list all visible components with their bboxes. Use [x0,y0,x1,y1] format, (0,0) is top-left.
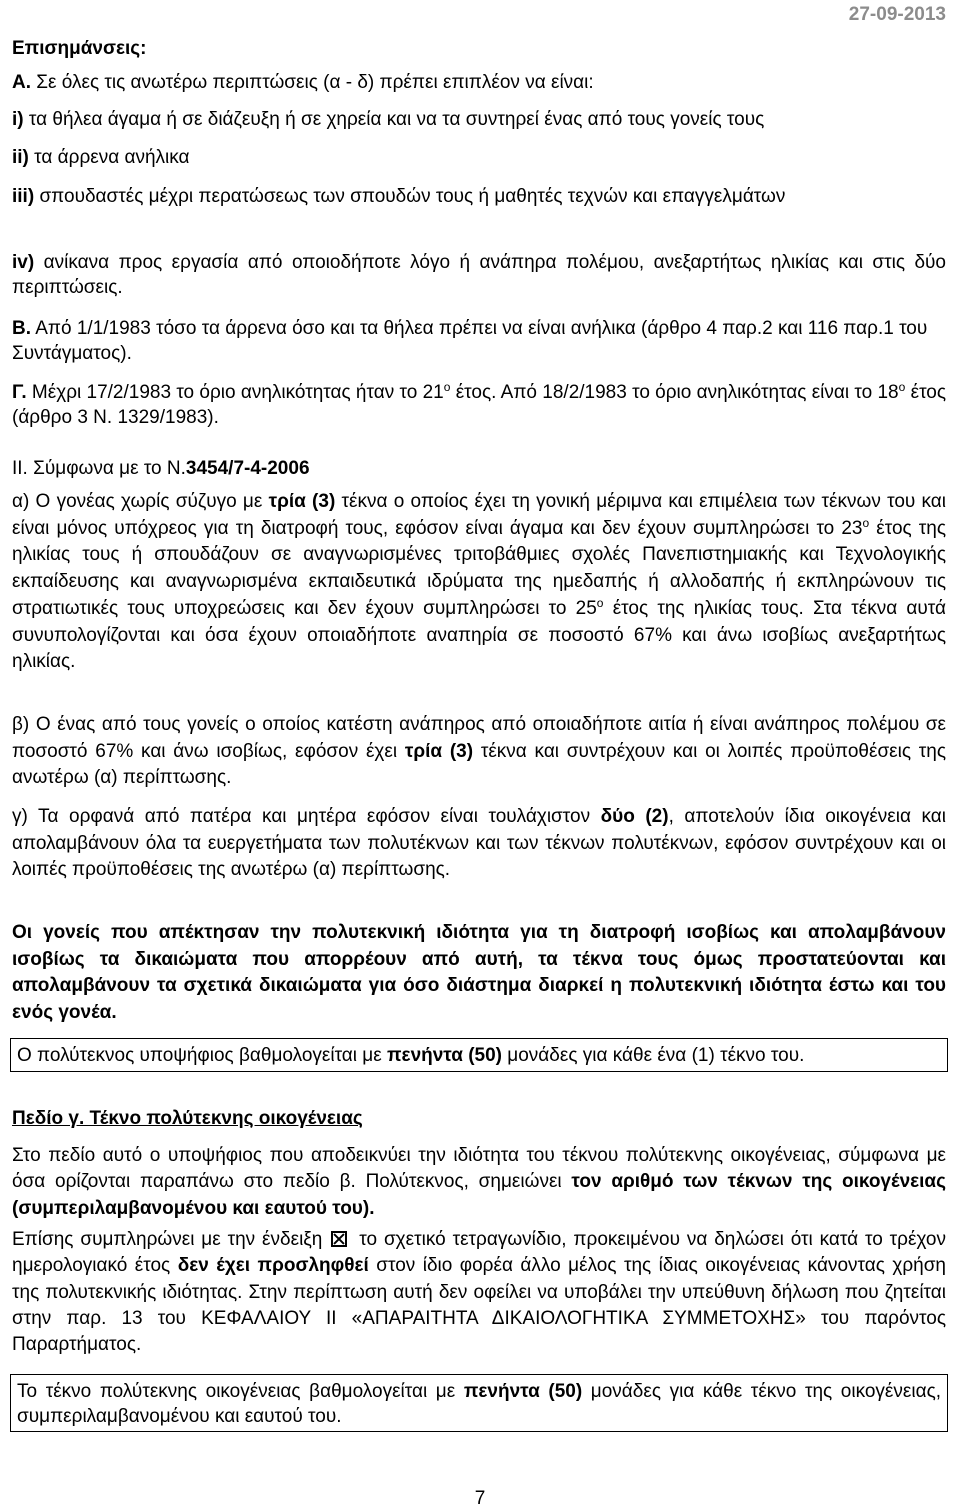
scoring-box-child [10,1374,948,1432]
scoring-box-child-text-2: μονάδες για κάθε τέκνο της οικογένειας, συμπεριλαμβανομένου και εαυτού του. [17,1381,941,1427]
ordinal-sup: ο [898,380,906,394]
ordinal-sup: ο [862,515,870,530]
ordinal-sup: ο [443,380,451,394]
parents-note: Οι γονείς που απέκτησαν την πολυτεκνική ιδιότητα για τη διατροφή ισοβίως και απολαμβάνουν ισοβίως τα δικαιώματα που απορρέουν από αυτή, τα τέκνα τους όμως προστατεύονται και απολαμβάνουν τα σχετικά δικαιώματα για όσο διάστημα διαρκεί η πολυτεκνική ιδιότητα έστω και του ενός γονέα. [12,922,946,1024]
law-case-b-text-2: τέκνα και συντρέχουν και οι λοιπές προϋποθέσεις της ανωτέρω (α) περίπτωσης. [12,740,947,789]
scoring-box-child-text-1: Το τέκνο πολύτεκνης οικογένειας βαθμολογείται με [17,1381,456,1402]
note-g-text-1: Μέχρι 17/2/1983 το όριο ανηλικότητας ήταν το 21 [31,382,444,403]
law-case-c-bold: δύο (2) [600,806,669,827]
note-i [12,107,946,132]
scoring-box-parent-text-2: μονάδες για κάθε ένα (1) τέκνο του. [507,1045,805,1066]
law-case-c [12,804,946,884]
law-case-c-text-2: , αποτελούν ίδια οικογένεια και απολαμβάνουν όλα τα ευεργετήματα των πολυτέκνων και των τέκνων πολυτέκνων, εφόσον συντρέχουν και οι λοιπές προϋποθέσεις της ανωτέρω (α) περίπτωσης. [12,806,946,881]
note-iv-label: iv) [12,252,35,273]
note-iv-text: ανίκανα προς εργασία από οποιοδήποτε λόγο ή ανάπηρα πολέμου, ανεξαρτήτως ηλικίας και στις δύο περιπτώσεις. [12,252,946,298]
note-ii [12,145,946,170]
note-g-text-3: έτος (άρθρο 3 Ν. 1329/1983). [12,382,947,428]
law-reference [12,456,946,481]
law-case-a-text-1: α) Ο γονέας χωρίς σύζυγο με [12,491,263,512]
note-iii [12,184,946,209]
law-case-a-text-3: έτος της ηλικίας τους ή σπουδάζουν σε αναγνωρισμένες τριτοβάθμιες σχολές Πανεπιστημιακής και Τεχνολογικής εκπαίδευσης και αναγνωρισμένα εκπαιδευτικά ιδρύματα της ημεδαπής ή αλλοδαπής ή εκπληρώνουν τις στρατιωτικές τους υποχρεώσεις και δεν έχουν συμπληρώσει το 25 [12,517,946,619]
field-g-text-2b: το σχετικό τετραγωνίδιο, προκειμένου να δηλώσει ότι κατά το τρέχον ημερολογιακό έτος [12,1229,946,1277]
law-case-a-bold: τρία (3) [268,491,336,512]
note-iii-label: iii) [12,186,35,207]
law-case-a-text-4: έτος της ηλικίας τους. Στα τέκνα αυτά συνυπολογίζονται και όσα έχουν οποιαδήποτε αναπηρία σε ποσοστό 67% και άνω ισοβίως ανεξαρτήτως ηλικίας. [12,597,946,673]
field-g-text-1: Στο πεδίο αυτό ο υποψήφιος που αποδεικνύει την ιδιότητα του τέκνου πολύτεκνης οικογένειας, σύμφωνα με όσα ορίζονται παραπάνω στο πεδίο β. Πολύτεκνος, σημειώνει [12,1145,946,1193]
notes-title: Επισημάνσεις: [12,38,147,59]
law-reference-number: 3454/7-4-2006 [185,458,310,479]
page-number: 7 [474,1488,486,1509]
note-ii-text: τα άρρενα ανήλικα [34,147,190,168]
note-g-text-2: έτος. Από 18/2/1983 το όριο ανηλικότητας είναι το 18 [455,382,899,403]
note-g [12,380,946,430]
ordinal-sup: ο [596,595,604,610]
note-b-label: Β. [12,318,31,339]
field-g-paragraph-2 [12,1227,946,1358]
scoring-box-parent-text-1: Ο πολύτεκνος υποψήφιος βαθμολογείται με [17,1045,382,1066]
scoring-box-parent [10,1038,948,1072]
field-g-title: Πεδίο γ. Τέκνο πολύτεκνης οικογένειας [12,1108,363,1129]
note-a-label: Α. [12,72,31,93]
law-case-c-text-1: γ) Τα ορφανά από πατέρα και μητέρα εφόσον είναι τουλάχιστον [12,806,591,827]
note-a [12,70,946,95]
law-case-b-bold: τρία (3) [404,740,474,762]
field-g-text-2a: Επίσης συμπληρώνει με την ένδειξη [12,1229,323,1250]
field-g-bold-1: τον αριθμό των τέκνων της οικογένειας (συμπεριλαμβανομένου και εαυτού του). [12,1171,946,1219]
field-g-text-2c: στον ίδιο φορέα άλλο μέλος της ίδιας οικογένειας κάνοντας χρήση της πολυτεκνικής ιδιότητας. Στην περίπτωση αυτή δεν οφείλει να υποβάλει την υπεύθυνη δήλωση που ζητείται στην παρ. 13 του ΚΕΦΑΛΑΙΟΥ ΙΙ «ΑΠΑΡΑΙΤΗΤΑ ΔΙΚΑΙΟΛΟΓΗΤΙΚΑ ΣΥΜΜΕΤΟΧΗΣ» του παρόντος Παραρτήματος. [12,1255,946,1356]
law-case-b-text-1: β) Ο ένας από τους γονείς ο οποίος κατέστη ανάπηρος από οποιαδήποτε αιτία ή είναι ανάπηρος πολέμου σε ποσοστό 67% και άνω ισοβίως, εφόσον έχει [12,714,946,762]
field-g-paragraph-1 [12,1143,946,1222]
note-i-text: τα θήλεα άγαμα ή σε διάζευξη ή σε χηρεία και να τα συντηρεί ένας από τους γονείς τους [28,109,765,130]
law-case-b [12,712,946,792]
note-b [12,316,946,366]
note-ii-label: ii) [12,147,29,168]
checked-box-icon [331,1231,347,1247]
note-b-text: Από 1/1/1983 τόσο τα άρρενα όσο και τα θήλεα πρέπει να είναι ανήλικα (άρθρο 4 παρ.2 και 116 παρ.1 του Συντάγματος). [12,318,928,364]
note-a-text: Σε όλες τις ανωτέρω περιπτώσεις (α - δ) πρέπει επιπλέον να είναι: [36,72,594,93]
law-case-a-text-2: τέκνα ο οποίος έχει τη γονική μέριμνα και επιμέλεια των τέκνων του και είναι μόνος υπόχρεος για τη διατροφή τους, εφόσον είναι άγαμα και δεν έχουν συμπληρώσει το 23 [12,491,947,539]
field-g-bold-2: δεν έχει προσληφθεί [177,1255,369,1277]
scoring-box-child-points: πενήντα (50) [463,1381,583,1402]
note-g-label: Γ. [12,382,27,403]
document-date: 27-09-2013 [848,4,946,25]
scoring-box-parent-points: πενήντα (50) [387,1045,503,1066]
law-case-a [12,489,946,676]
note-iv [12,250,946,300]
note-i-label: i) [12,109,24,130]
note-iii-text: σπουδαστές μέχρι περατώσεως των σπουδών τους ή μαθητές τεχνών και επαγγελμάτων [39,186,786,207]
law-reference-text: ΙΙ. Σύμφωνα με το Ν. [12,458,186,479]
